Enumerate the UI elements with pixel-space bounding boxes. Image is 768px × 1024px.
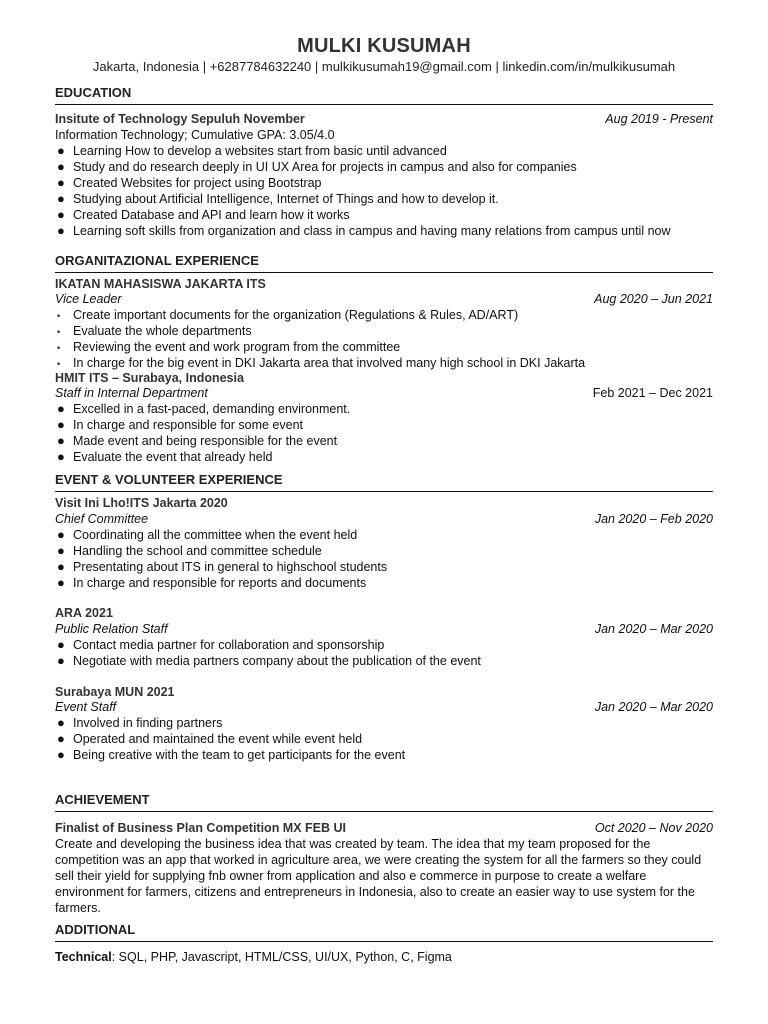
section-achievement — [55, 791, 713, 812]
bullet-icon: ● — [57, 543, 65, 558]
bullet-icon: ● — [57, 401, 65, 416]
bullet-icon: ● — [57, 575, 65, 590]
org-role-row — [55, 385, 713, 401]
section-organization — [55, 252, 713, 273]
list-item: ● In charge and responsible for some event — [57, 417, 303, 432]
school-name: Insitute of Technology Sepuluh November — [55, 112, 305, 126]
bullet-icon: • — [57, 343, 61, 353]
technical-skills-row — [55, 949, 713, 965]
list-item: ● Presentating about ITS in general to highschool students — [57, 559, 388, 574]
education-entry — [55, 111, 713, 127]
education-date: Aug 2019 - Present — [605, 112, 713, 126]
org-name: HMIT ITS – Surabaya, Indonesia — [55, 371, 244, 385]
list-item: ● Created Database and API and learn how it works — [57, 207, 350, 222]
list-item: • In charge for the big event in DKI Jakarta area that involved many high school in DKI Jakarta — [57, 356, 586, 370]
bullet-icon: ● — [57, 417, 65, 432]
org-role-row — [55, 291, 713, 307]
event-name: Visit Ini Lho!ITS Jakarta 2020 — [55, 496, 228, 510]
bullet-icon: • — [57, 327, 61, 337]
event-name: Surabaya MUN 2021 — [55, 685, 175, 699]
list-item: • Evaluate the whole departments — [57, 324, 252, 338]
org-name-row — [55, 276, 713, 292]
list-item: ● Created Websites for project using Bootstrap — [57, 175, 322, 190]
bullet-icon: ● — [57, 191, 65, 206]
section-heading: EDUCATION — [55, 85, 132, 100]
event-role-row — [55, 511, 713, 527]
list-item: ● Contact media partner for collaboration and sponsorship — [57, 637, 385, 652]
event-name-row — [55, 684, 713, 700]
list-item: ● Handling the school and committee schedule — [57, 543, 322, 558]
contact-line: Jakarta, Indonesia | +6287784632240 | mulkikusumah19@gmail.com | linkedin.com/in/mulkikusumah — [92, 59, 676, 74]
event-role-row — [55, 699, 713, 715]
section-education — [55, 84, 713, 105]
section-events — [55, 471, 713, 492]
event-name-row — [55, 495, 713, 511]
list-item: ● Negotiate with media partners company about the publication of the event — [57, 653, 481, 668]
section-heading: ACHIEVEMENT — [55, 792, 150, 807]
list-item: ● Excelled in a fast-paced, demanding environment. — [57, 401, 351, 416]
bullet-icon: ● — [57, 559, 65, 574]
list-item: ● Studying about Artificial Intelligence, Internet of Things and how to develop it. — [57, 191, 499, 206]
list-item: ● In charge and responsible for reports and documents — [57, 575, 367, 590]
section-heading: EVENT & VOLUNTEER EXPERIENCE — [55, 472, 283, 487]
org-date: Aug 2020 – Jun 2021 — [594, 292, 713, 306]
event-date: Jan 2020 – Feb 2020 — [594, 512, 713, 526]
section-heading: ORGANITAZIONAL EXPERIENCE — [55, 253, 259, 268]
list-item: ● Involved in finding partners — [57, 715, 223, 730]
candidate-name: MULKI KUSUMAH — [297, 35, 471, 57]
bullet-icon: ● — [57, 731, 65, 746]
bullet-icon: ● — [57, 637, 65, 652]
bullet-icon: ● — [57, 433, 65, 448]
list-item: ● Learning How to develop a websites start from basic until advanced — [57, 143, 447, 158]
event-date: Jan 2020 – Mar 2020 — [594, 622, 713, 636]
org-name: IKATAN MAHASISWA JAKARTA ITS — [55, 277, 266, 291]
list-item: • Reviewing the event and work program from the committee — [57, 340, 401, 354]
section-heading: ADDITIONAL — [55, 922, 136, 937]
section-additional — [55, 921, 713, 942]
org-name-row — [55, 370, 713, 386]
list-item: ● Operated and maintained the event while event held — [57, 731, 363, 746]
achievement-title: Finalist of Business Plan Competition MX FEB UI — [55, 821, 346, 835]
education-major: Information Technology; Cumulative GPA: 3.05/4.0 — [55, 128, 335, 142]
technical-label: Technical — [55, 950, 112, 964]
org-date: Feb 2021 – Dec 2021 — [592, 386, 713, 400]
event-name: ARA 2021 — [55, 606, 113, 620]
list-item: ● Evaluate the event that already held — [57, 449, 273, 464]
list-item: ● Coordinating all the committee when the event held — [57, 527, 358, 542]
event-role: Chief Committee — [55, 512, 149, 526]
bullet-icon: ● — [57, 207, 65, 222]
technical-value: : SQL, PHP, Javascript, HTML/CSS, UI/UX, Python, C, Figma — [111, 950, 452, 964]
event-date: Jan 2020 – Mar 2020 — [594, 700, 713, 714]
list-item: ● Made event and being responsible for the event — [57, 433, 338, 448]
bullet-icon: • — [57, 311, 61, 321]
bullet-icon: ● — [57, 175, 65, 190]
bullet-icon: ● — [57, 747, 65, 762]
list-item: ● Study and do research deeply in UI UX Area for projects in campus and also for companies — [57, 159, 577, 174]
list-item: ● Learning soft skills from organization and class in campus and having many relations from campus until now — [57, 223, 671, 238]
list-item: • Create important documents for the organization (Regulations & Rules, AD/ART) — [57, 308, 519, 322]
list-item: ● Being creative with the team to get participants for the event — [57, 747, 406, 762]
event-role: Public Relation Staff — [55, 622, 168, 636]
bullet-icon: ● — [57, 653, 65, 668]
bullet-icon: ● — [57, 159, 65, 174]
org-role: Vice Leader — [55, 292, 122, 306]
event-name-row — [55, 605, 713, 621]
achievement-title-row — [55, 820, 713, 836]
bullet-icon: ● — [57, 527, 65, 542]
bullet-icon: ● — [57, 223, 65, 238]
bullet-icon: ● — [57, 143, 65, 158]
event-role-row — [55, 621, 713, 637]
education-major-row — [55, 127, 713, 143]
achievement-description: Create and developing the business idea that was created by team. The idea that my team proposed for the competition was an app that worked in agriculture area, we were creating the system for all the farmers so they could sell their yield for supplying fnb owner from application and also e commerce in purpose to create a welfare environment for farmers, citizens and entrepreneurs in Indonesia, also to create an easier way to use system for the farmers. — [55, 837, 702, 915]
event-role: Event Staff — [55, 700, 117, 714]
org-role: Staff in Internal Department — [55, 386, 208, 400]
bullet-icon: • — [57, 359, 61, 369]
achievement-date: Oct 2020 – Nov 2020 — [594, 821, 713, 835]
bullet-icon: ● — [57, 449, 65, 464]
bullet-icon: ● — [57, 715, 65, 730]
